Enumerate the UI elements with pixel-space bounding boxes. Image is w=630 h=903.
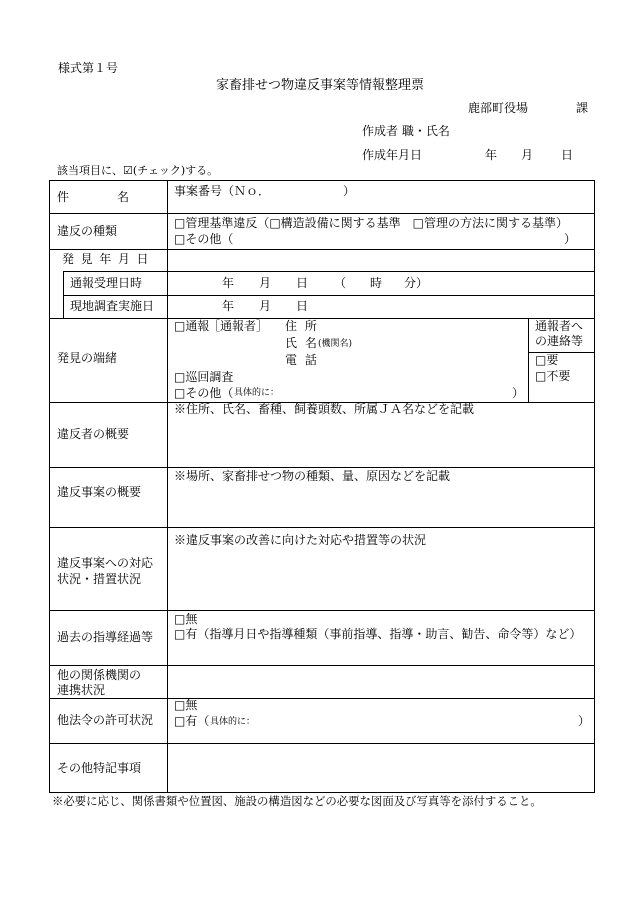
contact-required-option: □要 <box>535 353 559 367</box>
office-name: 鹿部町役場 <box>468 101 529 115</box>
site-survey-day: 日 <box>296 299 309 313</box>
report-received-year: 年 <box>222 276 235 290</box>
site-survey-year: 年 <box>222 299 235 313</box>
other-law-yes-option: □有（ <box>174 714 210 728</box>
row-divider <box>63 295 595 296</box>
created-date-year: 年 <box>485 148 498 162</box>
contact-column-divider <box>528 318 529 402</box>
other-law-yes-note: 具体的に： <box>210 717 256 727</box>
trigger-other-note: 具体的に： <box>234 388 280 398</box>
contact-not-required-option: □不要 <box>535 369 571 383</box>
response-status-label-line1: 違反事案への対応 <box>57 556 154 570</box>
row-divider <box>49 249 595 250</box>
site-survey-label: 現地調査実施日 <box>70 299 155 313</box>
case-name-label: 件 名 <box>57 190 130 204</box>
agency-coordination-label-line1: 他の関係機関の <box>57 668 142 682</box>
form-number: 様式第１号 <box>58 61 119 75</box>
footnote: ※必要に応じ、関係書類や位置図、施設の構造図などの必要な図面及び写真等を添付すること。 <box>52 794 542 808</box>
violation-type-other-close: ） <box>564 232 577 246</box>
discovery-date-label: 発 見 年 月 日 <box>62 252 150 266</box>
author-label: 作成者 職・氏名 <box>362 124 450 138</box>
reporter-name-note: (機関名) <box>318 339 353 349</box>
other-law-permits-label: 他法令の許可状況 <box>57 713 154 727</box>
section-suffix: 課 <box>576 101 589 115</box>
past-guidance-none-option: □無 <box>174 612 198 626</box>
created-date-day: 日 <box>561 148 574 162</box>
case-number-label: 事案番号（Ｎｏ． <box>174 184 271 198</box>
violation-type-label: 違反の種類 <box>57 224 118 238</box>
report-received-month: 月 <box>259 276 272 290</box>
row-divider <box>49 610 595 611</box>
report-received-paren-open: （ <box>334 276 347 290</box>
past-guidance-yes-option: □有（指導月日や指導種類（事前指導、指導・助言、勧告、命令等）など） <box>174 627 582 641</box>
trigger-other-close: ） <box>512 386 525 400</box>
trigger-other-option: □その他（ <box>174 386 234 400</box>
report-received-label: 通報受理日時 <box>70 276 143 290</box>
reporter-name-label: 氏 名 <box>285 336 319 350</box>
created-date-label: 作成年月日 <box>362 148 423 162</box>
agency-coordination-label-line2: 連携状況 <box>57 683 106 697</box>
site-survey-month: 月 <box>259 299 272 313</box>
row-divider <box>49 665 595 666</box>
row-divider <box>49 213 595 214</box>
row-divider <box>49 318 595 319</box>
report-received-minute: 分） <box>404 276 429 290</box>
instruction-text: 該当項目に、☑(チェック)する。 <box>57 164 219 177</box>
discovery-trigger-label: 発見の端緒 <box>57 351 118 365</box>
report-received-day: 日 <box>296 276 309 290</box>
row-divider <box>49 467 595 468</box>
violation-type-other-option: □その他（ <box>174 232 234 246</box>
case-summary-note: ※場所、家畜排せつ物の種類、量、原因などを記載 <box>174 469 451 483</box>
reporter-address-label: 住 所 <box>285 319 319 333</box>
row-divider <box>49 743 595 744</box>
violator-summary-label: 違反者の概要 <box>57 427 130 441</box>
row-divider <box>49 527 595 528</box>
created-date-month: 月 <box>521 148 534 162</box>
patrol-option: □巡回調査 <box>174 370 234 384</box>
past-guidance-label: 過去の指導経過等 <box>57 630 154 644</box>
other-law-none-option: □無 <box>174 698 198 712</box>
reporter-label: ［通報者］ <box>208 319 269 333</box>
report-received-hour: 時 <box>370 276 383 290</box>
other-law-yes-close: ） <box>578 714 591 728</box>
other-notes-label: その他特記事項 <box>57 761 142 775</box>
contact-label-line1: 通報者へ <box>535 319 584 333</box>
row-divider <box>49 698 595 699</box>
row-divider <box>63 271 595 272</box>
reporter-phone-label: 電 話 <box>285 353 319 367</box>
report-option: □通報 <box>174 319 210 333</box>
case-number-close: ） <box>343 184 356 198</box>
contact-label-line2: の連絡等 <box>535 334 584 348</box>
form-title: 家畜排せつ物違反事案等情報整理票 <box>216 78 425 93</box>
case-summary-label: 違反事案の概要 <box>57 485 142 499</box>
discovery-date-indent-divider <box>63 271 64 318</box>
response-status-label-line2: 状況・措置状況 <box>57 572 142 586</box>
response-status-note: ※違反事案の改善に向けた対応や措置等の状況 <box>174 533 427 547</box>
violation-type-management-option: □管理基準違反（□構造設備に関する基準 □管理の方法に関する基準） <box>174 216 569 230</box>
violator-summary-note: ※住所、氏名、畜種、飼養頭数、所属ＪＡ名などを記載 <box>174 402 475 416</box>
